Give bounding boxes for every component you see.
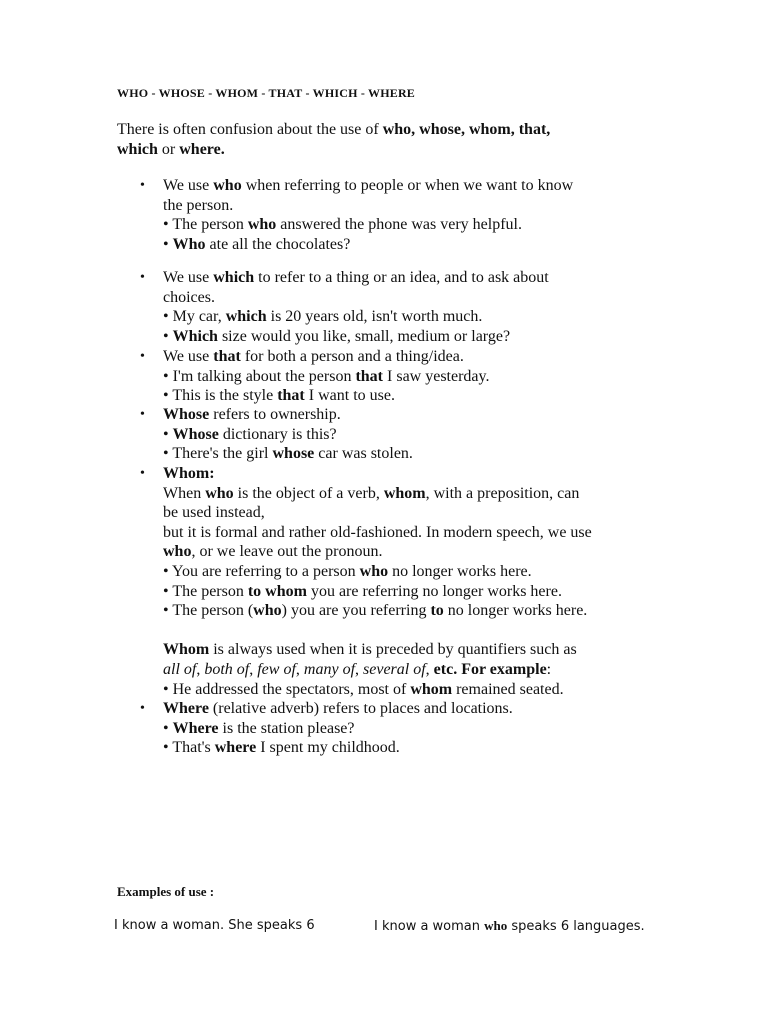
bullet-marker: • — [140, 407, 145, 422]
example-line: • Whose dictionary is this? — [163, 425, 337, 443]
text-line: the person. — [163, 196, 234, 214]
list-item-whose — [140, 405, 663, 464]
list-item-which — [140, 268, 663, 346]
text-line: who, or we leave out the pronoun. — [163, 543, 383, 561]
text-line: When who is the object of a verb, whom, with a preposition, can — [163, 484, 580, 502]
intro-text-or: or — [157, 141, 180, 158]
bullet-marker: • — [140, 701, 145, 716]
blank-line — [163, 621, 663, 641]
intro-text: There is often confusion about the use of — [117, 121, 383, 138]
example-line: • This is the style that I want to use. — [163, 387, 395, 405]
example-line: • There's the girl whose car was stolen. — [163, 445, 413, 463]
example-line: • You are referring to a person who no longer works here. — [163, 562, 532, 580]
text-line: be used instead, — [163, 504, 265, 522]
text-line: We use that for both a person and a thing/idea. — [163, 348, 464, 365]
example-line: • The person to whom you are referring no longer works here. — [163, 582, 562, 600]
bullet-marker: • — [140, 178, 145, 193]
example-line: • I'm talking about the person that I saw yesterday. — [163, 367, 490, 385]
intro-bold-pronouns: who, whose, whom, that, — [382, 121, 551, 138]
example-line: • He addressed the spectators, most of whom remained seated. — [163, 680, 564, 698]
list-item-that — [140, 347, 663, 406]
example-line: • The person (who) you are you referring to no longer works here. — [163, 602, 588, 620]
text-line: all of, both of, few of, many of, several of, etc. For example: — [163, 660, 552, 678]
list-item-where — [140, 699, 663, 758]
item-title: Whom: — [163, 465, 215, 482]
text-line: choices. — [163, 288, 215, 306]
bullet-marker: • — [140, 349, 145, 364]
example-right-text: I know a woman who speaks 6 languages. — [374, 918, 645, 934]
intro-bold-which: which — [117, 141, 158, 158]
examples-heading: Examples of use : — [117, 884, 215, 899]
list-item-whom — [140, 464, 663, 699]
text-line: We use who when referring to people or when we want to know — [163, 177, 574, 194]
example-line: • Where is the station please? — [163, 719, 355, 737]
example-line: • That's where I spent my childhood. — [163, 739, 400, 757]
example-left-text: I know a woman. She speaks 6 — [114, 918, 315, 933]
text-line: We use which to refer to a thing or an idea, and to ask about — [163, 269, 549, 286]
text-line: but it is formal and rather old-fashioned. In modern speech, we use — [163, 523, 592, 541]
example-line: • The person who answered the phone was very helpful. — [163, 216, 522, 234]
text-line: Where (relative adverb) refers to places and locations. — [163, 700, 513, 717]
intro-bold-where: where. — [179, 141, 225, 158]
document-heading: WHO - WHOSE - WHOM - THAT - WHICH - WHERE — [117, 86, 416, 100]
text-line: Whose refers to ownership. — [163, 406, 341, 423]
example-line: • Which size would you like, small, medium or large? — [163, 327, 511, 345]
bullet-marker: • — [140, 270, 145, 285]
intro-paragraph — [117, 120, 637, 160]
text-line: Whom is always used when it is preceded by quantifiers such as — [163, 641, 577, 659]
list-item-who — [140, 176, 663, 254]
example-line: • My car, which is 20 years old, isn't worth much. — [163, 308, 483, 326]
example-line: • Who ate all the chocolates? — [163, 235, 351, 253]
bullet-marker: • — [140, 466, 145, 481]
